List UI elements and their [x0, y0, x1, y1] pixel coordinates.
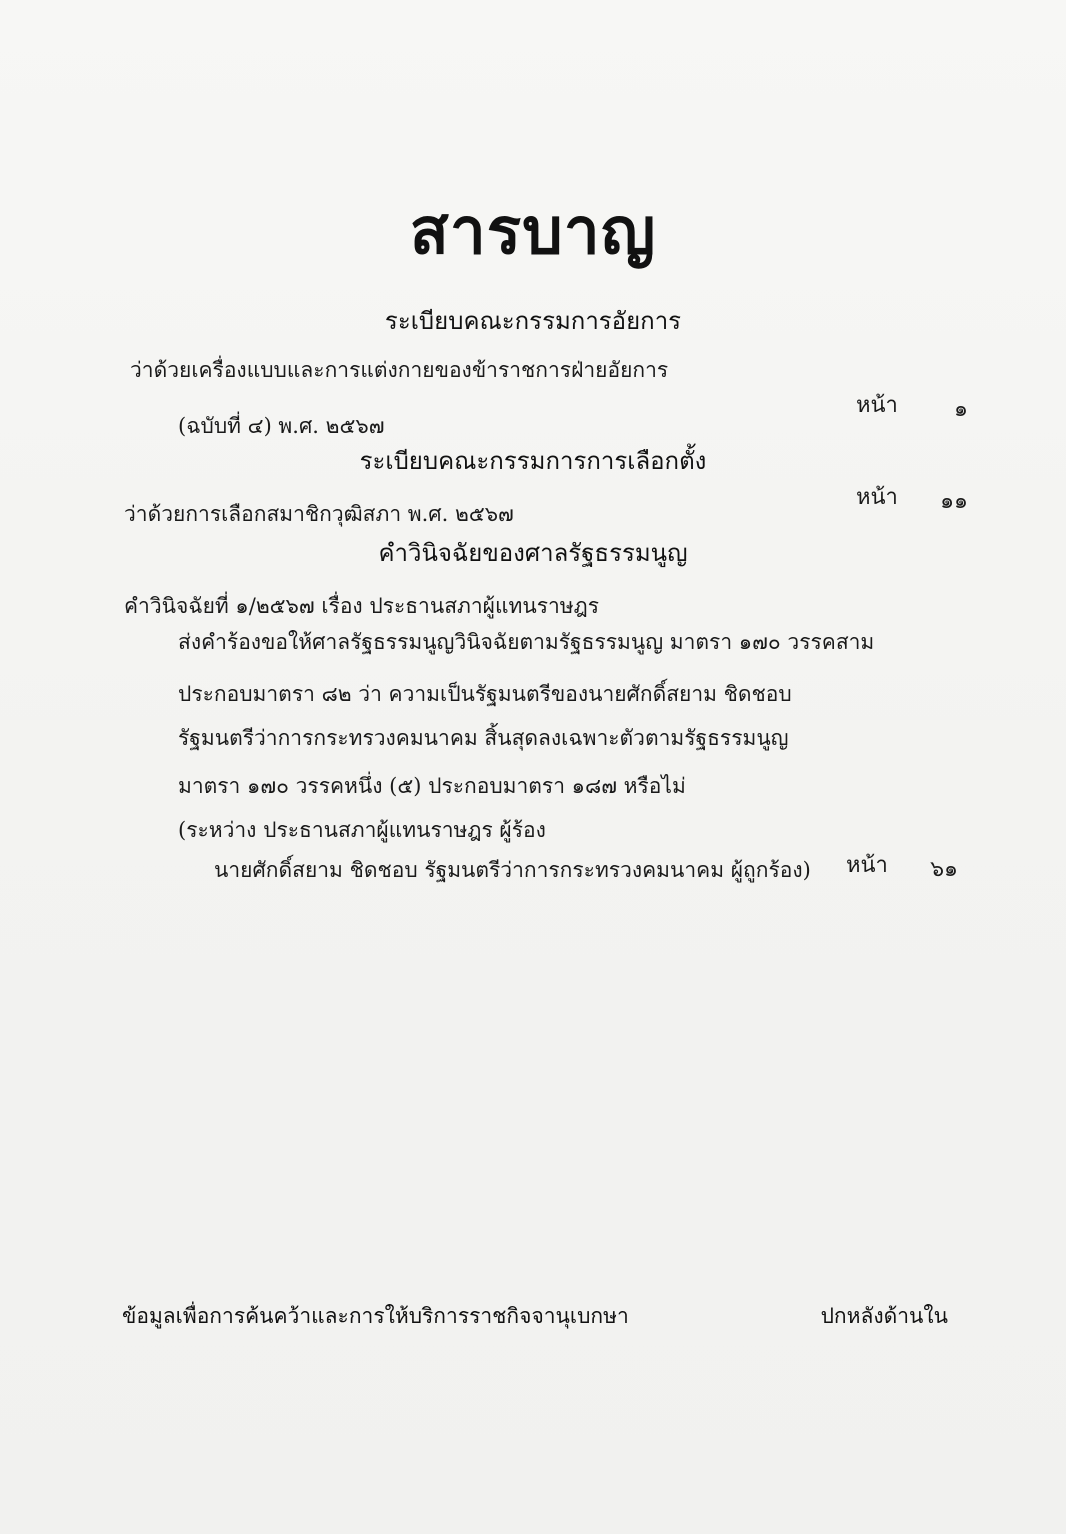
section-heading-prosecutor-regulation: ระเบียบคณะกรรมการอัยการ	[384, 307, 682, 335]
page-number: ๖๑	[930, 857, 958, 882]
entry-line: ว่าด้วยการเลือกสมาชิกวุฒิสภา พ.ศ. ๒๕๖๗	[124, 502, 514, 526]
entry-line: (ฉบับที่ ๔) พ.ศ. ๒๕๖๗	[178, 414, 385, 438]
entry-line: (ระหว่าง ประธานสภาผู้แทนราษฎร ผู้ร้อง	[178, 818, 546, 842]
footer-note: ข้อมูลเพื่อการค้นคว้าและการให้บริการราชกิจจานุเบกษา	[122, 1304, 629, 1328]
footer-page-ref: ปกหลังด้านใน	[820, 1304, 948, 1328]
section-heading-election-regulation: ระเบียบคณะกรรมการการเลือกตั้ง	[359, 447, 707, 475]
page-label: หน้า	[856, 485, 898, 510]
page-number: ๑๑	[940, 489, 968, 514]
page-title: สารบาญ	[409, 195, 657, 269]
entry-line: ว่าด้วยเครื่องแบบและการแต่งกายของข้าราชการฝ่ายอัยการ	[130, 358, 669, 382]
entry-line: คำวินิจฉัยที่ ๑/๒๕๖๗ เรื่อง ประธานสภาผู้แทนราษฎร	[124, 594, 599, 618]
section-heading-constitutional-court: คำวินิจฉัยของศาลรัฐธรรมนูญ	[378, 539, 688, 567]
entry-line: มาตรา ๑๗๐ วรรคหนึ่ง (๕) ประกอบมาตรา ๑๘๗ หรือไม่	[178, 774, 686, 798]
entry-line: รัฐมนตรีว่าการกระทรวงคมนาคม สิ้นสุดลงเฉพาะตัวตามรัฐธรรมนูญ	[178, 726, 789, 750]
page-number: ๑	[954, 397, 968, 422]
page-label: หน้า	[846, 853, 888, 878]
entry-line: นายศักดิ์สยาม ชิดชอบ รัฐมนตรีว่าการกระทรวงคมนาคม ผู้ถูกร้อง)	[214, 858, 811, 882]
page-label: หน้า	[856, 393, 898, 418]
entry-line: ประกอบมาตรา ๘๒ ว่า ความเป็นรัฐมนตรีของนายศักดิ์สยาม ชิดชอบ	[178, 682, 792, 706]
entry-line: ส่งคำร้องขอให้ศาลรัฐธรรมนูญวินิจฉัยตามรัฐธรรมนูญ มาตรา ๑๗๐ วรรคสาม	[178, 630, 875, 654]
